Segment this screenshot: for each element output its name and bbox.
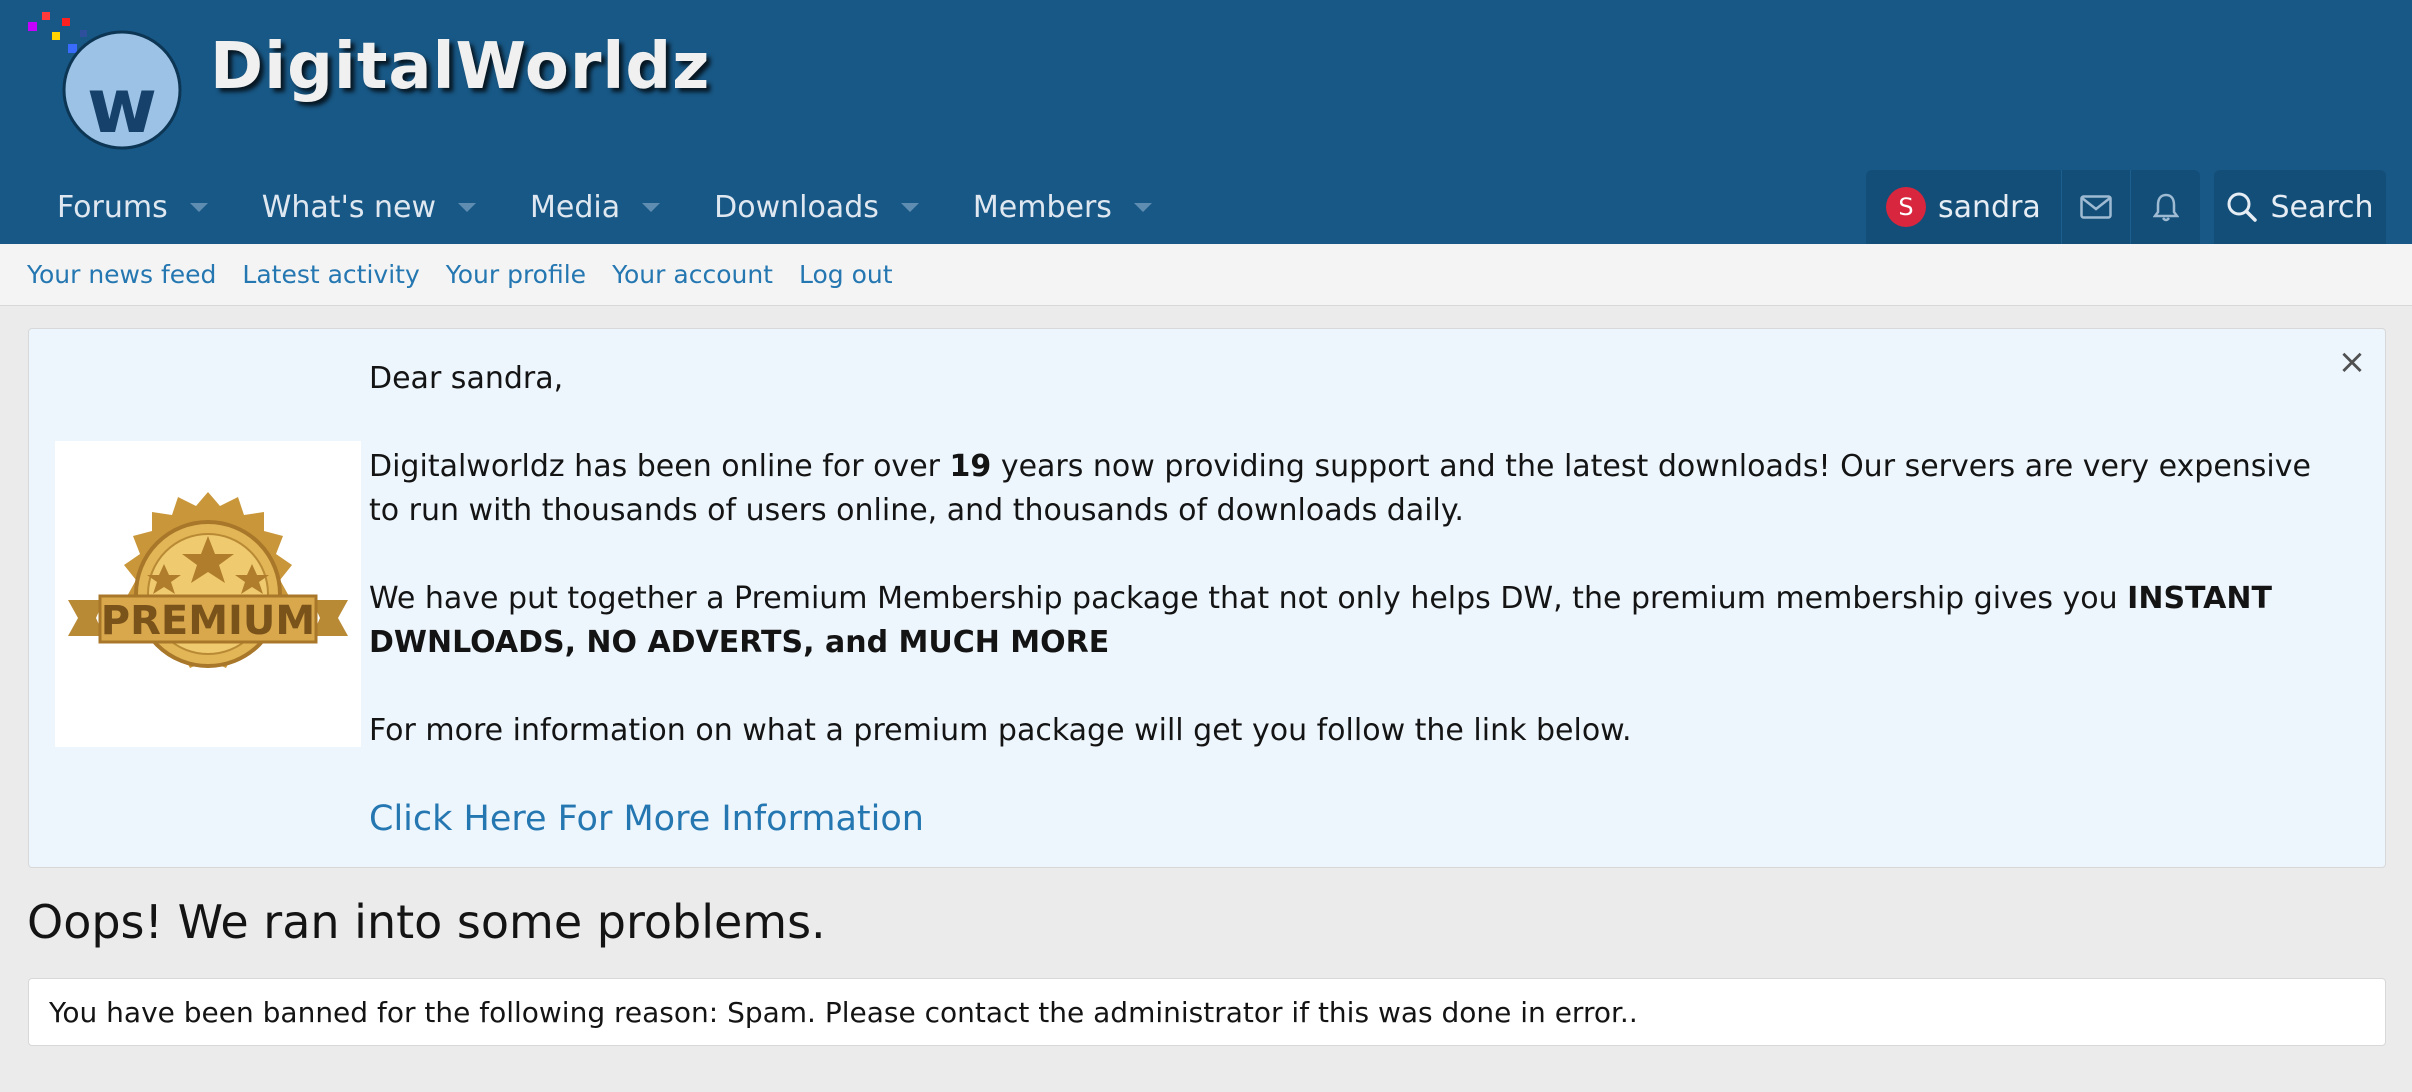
- premium-badge-image: [55, 441, 361, 747]
- notice-paragraph-2: We have put together a Premium Membership package that not only helps DW, the premium membership gives you INSTANT DWNLOADS, NO ADVERTS, and MUCH MORE: [369, 581, 2272, 660]
- search-icon: [2226, 191, 2258, 223]
- ban-reason-text: You have been banned for the following reason: Spam. Please contact the administrator if this was done in error..: [49, 995, 1638, 1029]
- svg-text:w: w: [86, 61, 158, 150]
- avatar: S: [1886, 187, 1926, 227]
- nav-tab-label: Downloads: [714, 189, 879, 225]
- username: sandra: [1938, 189, 2041, 225]
- subnav-news-feed[interactable]: Your news feed: [27, 260, 217, 289]
- search-button[interactable]: [2214, 170, 2386, 244]
- inbox-button[interactable]: [2061, 170, 2131, 244]
- bell-icon: [2153, 192, 2179, 222]
- more-info-link[interactable]: Click Here For More Information: [369, 799, 924, 839]
- site-logo-icon[interactable]: [24, 8, 184, 158]
- alerts-button[interactable]: [2130, 170, 2200, 244]
- site-logo-text[interactable]: DigitalWorldz: [210, 30, 711, 104]
- envelope-icon: [2080, 195, 2112, 219]
- notice-content: [369, 357, 2349, 843]
- user-menu-button[interactable]: [1866, 170, 2061, 244]
- nav-tab-label: What's new: [261, 189, 436, 225]
- page-title: Oops! We ran into some problems.: [27, 895, 826, 949]
- search-label: Search: [2270, 189, 2374, 225]
- subnav-your-account[interactable]: Your account: [612, 260, 773, 289]
- notice-paragraph-1: Digitalworldz has been online for over 19 years now providing support and the latest downloads! Our servers are very expensive to run with thousands of users online, and thousands of downloads daily.: [369, 449, 2311, 528]
- nav-tab-label: Media: [530, 189, 621, 225]
- nav-tab-label: Forums: [57, 189, 168, 225]
- user-nav: [0, 170, 2412, 244]
- notice-paragraph-3: For more information on what a premium package will get you follow the link below.: [369, 713, 1632, 748]
- subnav-log-out[interactable]: Log out: [798, 260, 893, 289]
- nav-tab-label: Members: [972, 189, 1112, 225]
- close-icon[interactable]: ×: [2337, 342, 2367, 382]
- error-message: [28, 978, 2386, 1046]
- notice-greeting: Dear sandra,: [369, 361, 564, 396]
- svg-text:PREMIUM: PREMIUM: [100, 598, 316, 644]
- user-controls: [1866, 170, 2200, 244]
- premium-notice: [28, 328, 2386, 868]
- sub-nav: [0, 244, 2412, 306]
- site-header: [0, 0, 2412, 244]
- subnav-latest-activity[interactable]: Latest activity: [242, 260, 420, 289]
- subnav-your-profile[interactable]: Your profile: [445, 260, 587, 289]
